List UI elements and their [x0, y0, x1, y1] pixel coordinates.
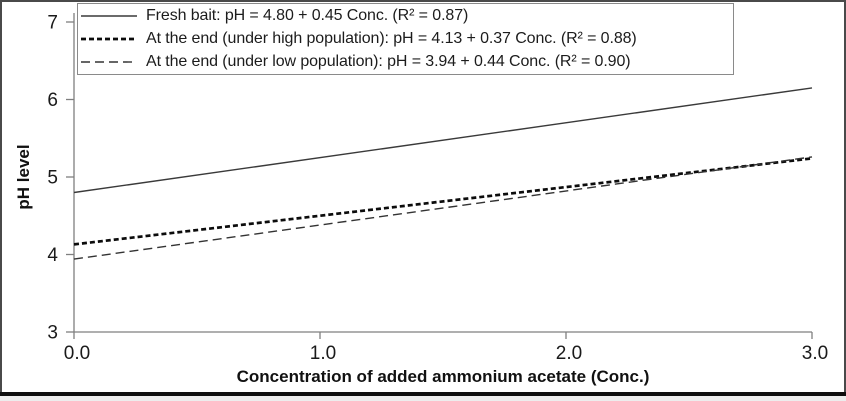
x-tick-label: 1.0 [309, 343, 337, 364]
legend-line-sample-dashed-icon [80, 57, 138, 67]
bottom-border-line [0, 392, 846, 396]
legend-item-end-low-population [80, 50, 729, 73]
x-tick-label: 0.0 [63, 343, 91, 364]
legend-item-fresh-bait [80, 5, 729, 28]
y-tick-label: 3 [47, 322, 58, 344]
legend-label: At the end (under high population): pH = 4.13 + 0.37 Conc. (R² = 0.88) [146, 30, 637, 47]
series-line-end-low-population [74, 157, 812, 259]
x-tick-label: 3.0 [801, 343, 829, 364]
y-tick-label: 4 [47, 245, 58, 266]
legend-label: Fresh bait: pH = 4.80 + 0.45 Conc. (R² = 0.87) [146, 7, 469, 25]
chart-legend [77, 3, 734, 75]
bottom-margin-strip [0, 396, 846, 401]
y-tick-label: 5 [47, 167, 58, 189]
series-line-end-high-population [74, 158, 812, 244]
y-tick-label: 7 [47, 12, 58, 34]
legend-item-end-high-population [80, 28, 729, 51]
x-tick-label: 2.0 [555, 343, 583, 364]
legend-label: At the end (under low population): pH = 3.94 + 0.44 Conc. (R² = 0.90) [146, 52, 631, 70]
legend-line-sample-dashed-bold-icon [80, 34, 138, 44]
y-tick-label: 6 [47, 90, 58, 111]
x-axis-title: Concentration of added ammonium acetate (Conc.) [236, 367, 650, 386]
y-axis-title: pH level [14, 144, 33, 210]
series-line-fresh-bait [74, 88, 812, 193]
legend-line-sample-solid-icon [80, 11, 138, 21]
